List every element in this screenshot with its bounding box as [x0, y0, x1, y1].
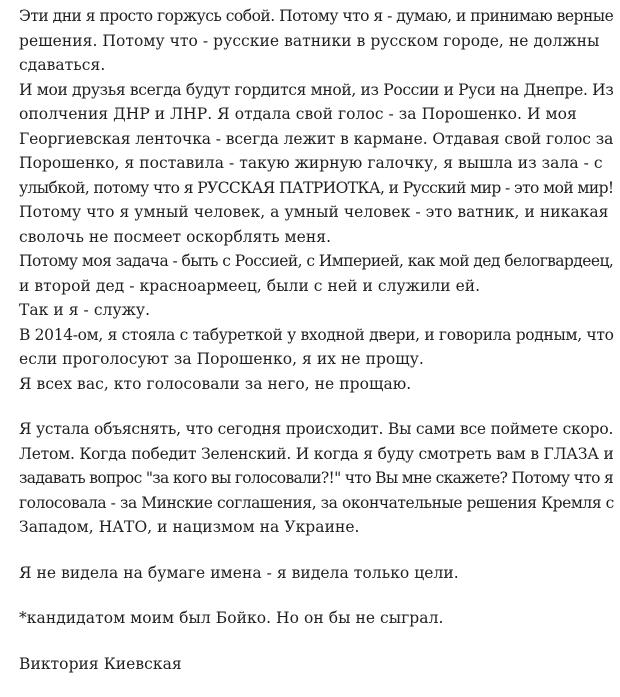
- text-line: ополчения ДНР и ЛНР. Я отдала свой голос - за Порошенко. И моя: [19, 105, 577, 123]
- paragraph-2: [19, 417, 617, 540]
- text-line: *кандидатом моим был Бойко. Но он бы не сыграл.: [19, 609, 444, 627]
- text-line: улыбкой, потому что я РУССКАЯ ПАТРИОТКА, и Русский мир - это мой мир!: [19, 178, 614, 197]
- paragraph-1: [19, 4, 617, 396]
- text-line: голосовала - за Минские соглашения, за окончательные решения Кремля с: [19, 493, 614, 512]
- text-line: и второй дед - красноармеец, были с ней и служили ей.: [19, 276, 481, 295]
- text-line: Потому что я умный человек, а умный человек - это ватник, и никакая: [19, 203, 609, 221]
- text-line: Я не видела на бумаге имена - я видела только цели.: [19, 563, 459, 582]
- post-body: [19, 4, 617, 697]
- text-line: если проголосуют за Порошенко, я их не прощу.: [19, 350, 424, 368]
- text-line: И мои друзья всегда будут гордится мной, из России и Руси на Днепре. Из: [19, 80, 614, 99]
- text-line: Летом. Когда победит Зеленский. И когда я буду смотреть вам в ГЛАЗА и: [19, 444, 614, 463]
- text-line: Георгиевская ленточка - всегда лежит в кармане. Отдавая свой голос за: [19, 129, 614, 148]
- text-line: Западом, НАТО, и нацизмом на Украине.: [19, 518, 360, 536]
- signature: [19, 652, 617, 677]
- text-line: сволочь не посмеет оскорблять меня.: [19, 227, 332, 246]
- text-line: Эти дни я просто горжусь собой. Потому что я - думаю, и принимаю верные: [19, 7, 614, 25]
- paragraph-3: [19, 561, 617, 586]
- paragraph-4: [19, 606, 617, 631]
- text-line: решения. Потому что - русские ватники в русском городе, не должны: [19, 31, 600, 50]
- text-line: сдаваться.: [19, 56, 106, 74]
- text-line: Я всех вас, кто голосовали за него, не прощаю.: [19, 374, 412, 393]
- text-line: Так и я - служу.: [19, 301, 151, 319]
- text-line: В 2014-ом, я стояла с табуреткой у входной двери, и говорила родным, что: [19, 325, 614, 344]
- author-name: Виктория Киевская: [19, 654, 182, 673]
- text-line: Я устала объяснять, что сегодня происходит. Вы сами все поймете скоро.: [19, 420, 614, 438]
- text-line: задавать вопрос "за кого вы голосовали?!" что Вы мне скажете? Потому что я: [19, 469, 614, 487]
- text-line: Порошенко, я поставила - такую жирную галочку, я вышла из зала - с: [19, 154, 603, 172]
- text-line: Потому моя задача - быть с Россией, с Империей, как мой дед белогвардеец,: [19, 252, 614, 270]
